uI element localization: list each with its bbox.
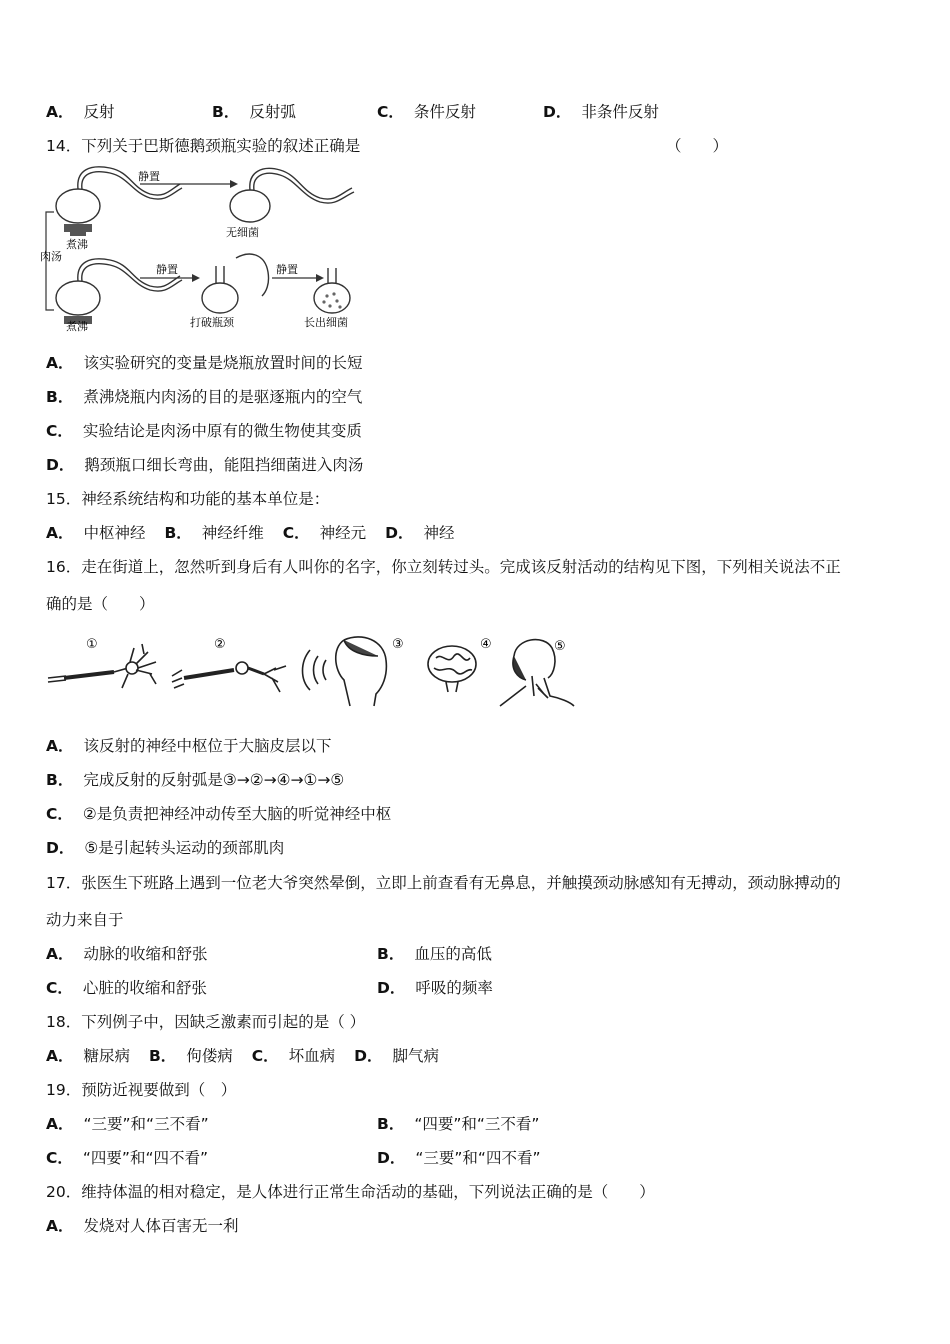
neuron-1 bbox=[48, 644, 156, 688]
q17-option-d: D． 呼吸的频率 bbox=[377, 979, 493, 997]
q15-stem: 15．神经系统结构和功能的基本单位是： bbox=[46, 490, 330, 508]
q13-option-a: A． 反射 bbox=[46, 103, 115, 121]
q16-option-b: B． 完成反射的反射弧是③→②→④→①→⑤ bbox=[46, 771, 345, 789]
q19-stem: 19．预防近视要做到（ ） bbox=[46, 1081, 237, 1099]
label-rest-1: 静置 bbox=[138, 170, 160, 183]
head-ear-3 bbox=[303, 637, 387, 706]
flask-top-result bbox=[230, 168, 354, 222]
q19-option-b: B． “四要”和“三不看” bbox=[377, 1115, 540, 1133]
label-boil-1: 煮沸 bbox=[66, 238, 88, 251]
q16-stem-line-2: 确的是（ ） bbox=[46, 595, 155, 613]
q17-option-b: B． 血压的高低 bbox=[377, 945, 492, 963]
arrowhead-bottom-2 bbox=[316, 274, 324, 282]
q13-option-d: D． 非条件反射 bbox=[543, 103, 659, 121]
fig-label-4: ④ bbox=[480, 637, 492, 652]
q17-stem-line-2: 动力来自于 bbox=[46, 911, 124, 929]
arrowhead-bottom-1 bbox=[192, 274, 200, 282]
fig-label-5: ⑤ bbox=[554, 639, 566, 654]
label-grow-bacteria: 长出细菌 bbox=[304, 316, 348, 329]
q20-stem: 20．维持体温的相对稳定，是人体进行正常生命活动的基础，下列说法正确的是（ ） bbox=[46, 1183, 655, 1201]
q16-option-c: C． ②是负责把神经冲动传至大脑的听觉神经中枢 bbox=[46, 805, 392, 823]
label-broth: 肉汤 bbox=[40, 250, 62, 263]
q17-option-a: A． 动脉的收缩和舒张 bbox=[46, 945, 208, 963]
q16-option-d: D． ⑤是引起转头运动的颈部肌肉 bbox=[46, 839, 285, 857]
q14-answer-paren: （ ） bbox=[666, 137, 729, 155]
burner-top bbox=[64, 224, 92, 236]
q18-stem: 18．下列例子中，因缺乏激素而引起的是（ ） bbox=[46, 1013, 366, 1031]
q13-option-b: B． 反射弧 bbox=[212, 103, 296, 121]
q19-option-d: D． “三要”和“四不看” bbox=[377, 1149, 541, 1167]
q14-option-b: B． 煮沸烧瓶内肉汤的目的是驱逐瓶内的空气 bbox=[46, 388, 363, 406]
pasteur-flask-figure bbox=[40, 162, 370, 334]
q20-option-a: A． 发烧对人体百害无一利 bbox=[46, 1217, 239, 1235]
reflex-arc-figure bbox=[44, 626, 584, 710]
label-rest-2: 静置 bbox=[156, 263, 178, 276]
q13-option-c: C． 条件反射 bbox=[377, 103, 476, 121]
q18-options: A． 糖尿病 B． 佝偻病 C． 坏血病 D． 脚气病 bbox=[46, 1047, 439, 1065]
label-break-neck: 打破瓶颈 bbox=[190, 316, 234, 329]
q17-stem-line-1: 17．张医生下班路上遇到一位老大爷突然晕倒，立即上前查看有无鼻息，并触摸颈动脉感知有无搏动，颈动脉搏动的 bbox=[46, 874, 841, 892]
q14-option-c: C． 实验结论是肉汤中原有的微生物使其变质 bbox=[46, 422, 362, 440]
fig-label-1: ① bbox=[86, 637, 98, 652]
q14-option-d: D． 鹅颈瓶口细长弯曲，能阻挡细菌进入肉汤 bbox=[46, 456, 364, 474]
q17-option-c: C． 心脏的收缩和舒张 bbox=[46, 979, 207, 997]
fig-label-2: ② bbox=[214, 637, 226, 652]
label-boil-2: 煮沸 bbox=[66, 320, 88, 333]
q16-option-a: A． 该反射的神经中枢位于大脑皮层以下 bbox=[46, 737, 332, 755]
fig-label-3: ③ bbox=[392, 637, 404, 652]
q15-options: A． 中枢神经 B． 神经纤维 C． 神经元 D． 神经 bbox=[46, 524, 455, 542]
brain-4 bbox=[428, 646, 476, 692]
q14-stem: 14．下列关于巴斯德鹅颈瓶实验的叙述正确是 bbox=[46, 137, 361, 155]
bacteria-dots bbox=[322, 292, 341, 308]
flask-contaminated bbox=[314, 268, 350, 313]
q16-stem-line-1: 16．走在街道上，忽然听到身后有人叫你的名字，你立刻转过头。完成该反射活动的结构见下图，下列相关说法不正 bbox=[46, 558, 841, 576]
q14-option-a: A． 该实验研究的变量是烧瓶放置时间的长短 bbox=[46, 354, 363, 372]
flask-broken bbox=[202, 254, 269, 313]
q19-option-c: C． “四要”和“四不看” bbox=[46, 1149, 209, 1167]
label-no-bacteria: 无细菌 bbox=[226, 226, 259, 239]
neuron-2 bbox=[172, 662, 286, 692]
flask-top bbox=[56, 167, 182, 223]
arrowhead-top bbox=[230, 180, 238, 188]
label-rest-3: 静置 bbox=[276, 263, 298, 276]
q19-option-a: A． “三要”和“三不看” bbox=[46, 1115, 209, 1133]
